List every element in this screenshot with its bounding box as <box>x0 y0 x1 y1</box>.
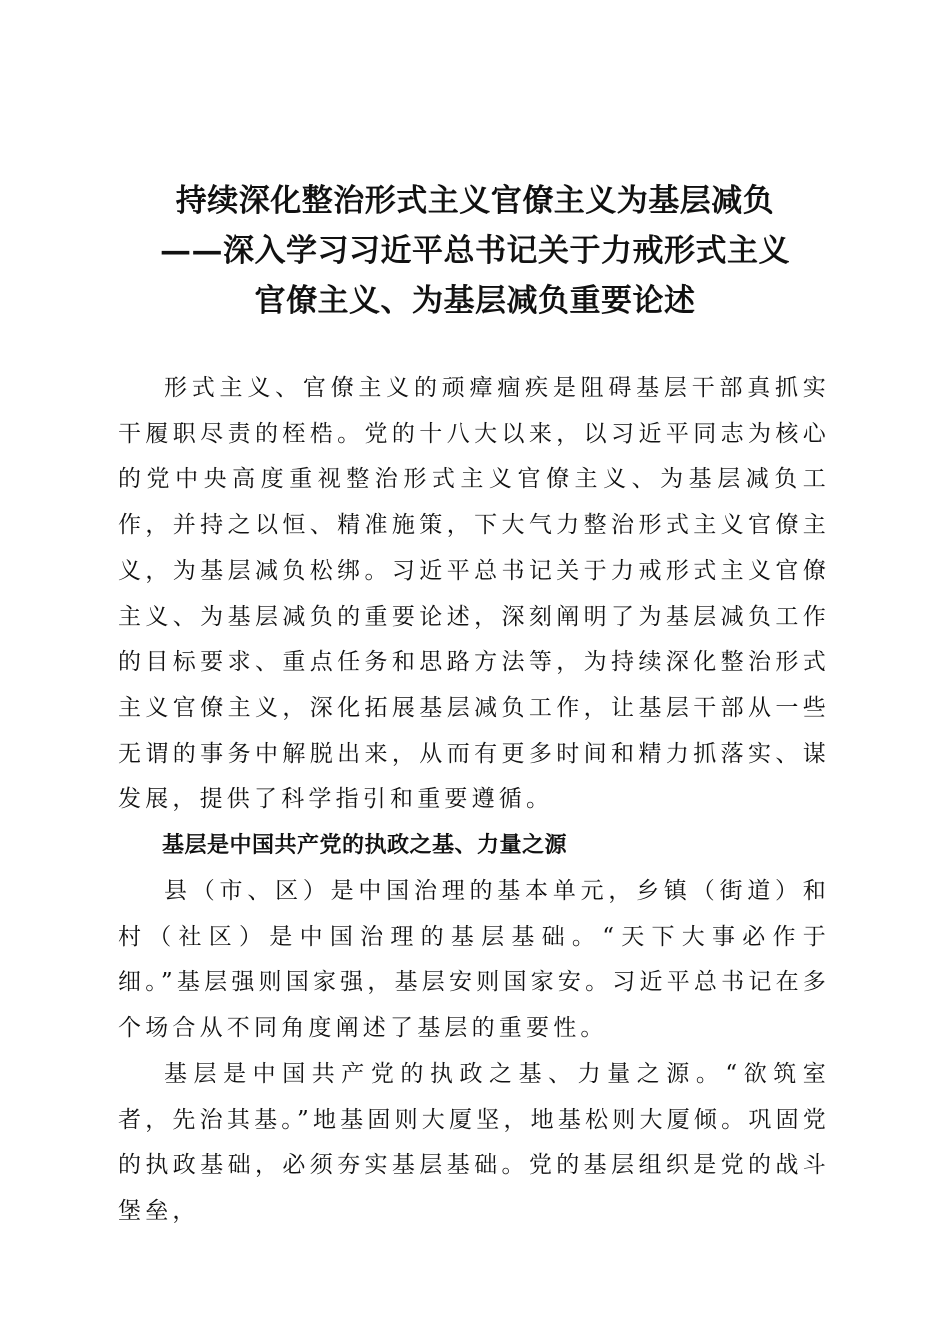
title-line-1: 持续深化整治形式主义官僚主义为基层减负 <box>175 183 775 219</box>
title-line-3: 官僚主义、为基层减负重要论述 <box>254 283 696 319</box>
intro-paragraph: 形式主义、官僚主义的顽瘴痼疾是阻碍基层干部真抓实干履职尽责的桎梏。党的十八大以来，以习近平同志为核心的党中央高度重视整治形式主义官僚主义、为基层减负工作，并持之以恒、精准施策，下大气力整治形式主义官僚主义，为基层减负松绑。习近平总书记关于力戒形式主义官僚主义、为基层减负的重要论述，深刻阐明了为基层减负工作的目标要求、重点任务和思路方法等，为持续深化整治形式主义官僚主义，深化拓展基层减负工作，让基层干部从一些无谓的事务中解脱出来，从而有更多时间和精力抓落实、谋发展，提供了科学指引和重要遵循。 <box>118 375 830 813</box>
section-heading: 基层是中国共产党的执政之基、力量之源 <box>162 833 568 859</box>
title-line-2: ——深入学习习近平总书记关于力戒形式主义 <box>160 233 790 269</box>
document-body <box>118 366 830 1235</box>
document-title <box>100 176 850 326</box>
section-paragraph-2: 基层是中国共产党的执政之基、力量之源。“欲筑室者，先治其基。”地基固则大厦坚，地基松则大厦倾。巩固党的执政基础，必须夯实基层基础。党的基层组织是党的战斗堡垒， <box>118 1060 830 1224</box>
section-paragraph-1: 县（市、区）是中国治理的基本单元，乡镇（街道）和村（社区）是中国治理的基层基础。“天下大事必作于细。”基层强则国家强，基层安则国家安。习近平总书记在多个场合从不同角度阐述了基层的重要性。 <box>118 878 830 1042</box>
